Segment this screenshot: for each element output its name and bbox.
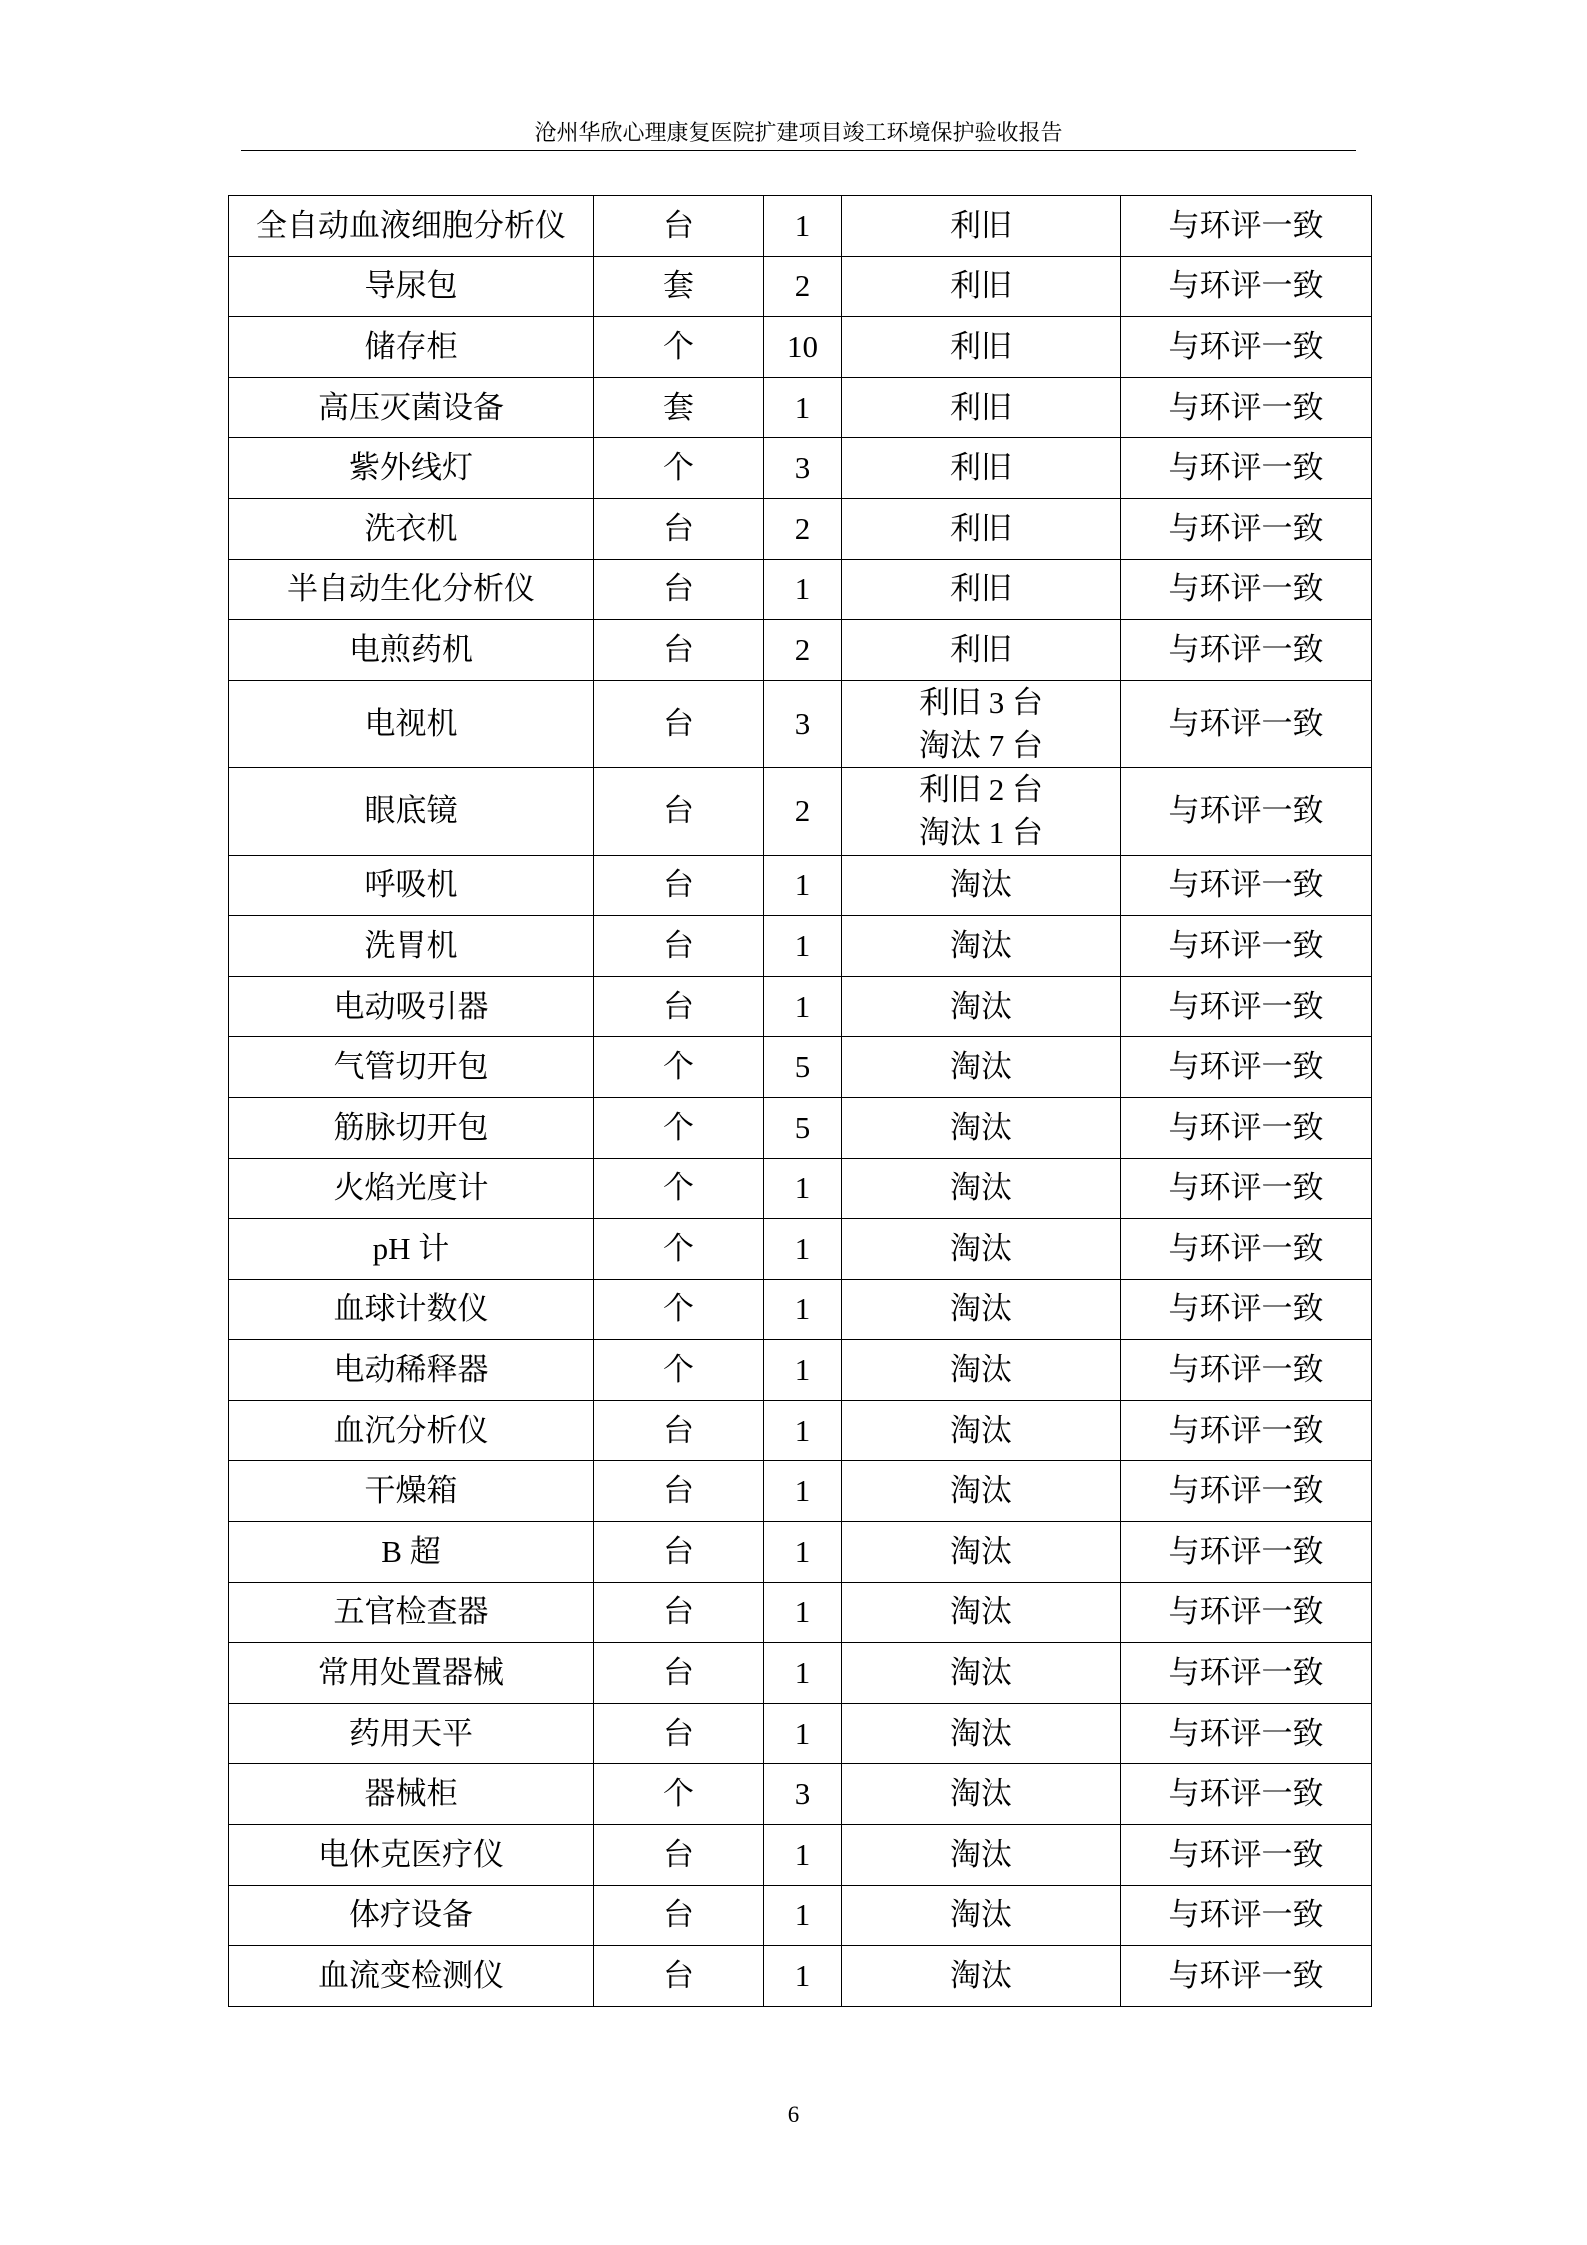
unit: 台 [594, 1885, 764, 1946]
unit: 台 [594, 976, 764, 1037]
quantity: 2 [764, 768, 842, 855]
consistency-note: 与环评一致 [1121, 256, 1372, 317]
equipment-name: B 超 [229, 1522, 594, 1583]
unit: 台 [594, 1522, 764, 1583]
equipment-name: 洗胃机 [229, 916, 594, 977]
quantity: 1 [764, 1461, 842, 1522]
unit: 个 [594, 1279, 764, 1340]
table-row [229, 1522, 1372, 1583]
quantity: 3 [764, 438, 842, 499]
status: 淘汰 [842, 916, 1121, 977]
table-row [229, 916, 1372, 977]
equipment-name: 筋脉切开包 [229, 1097, 594, 1158]
equipment-name: 洗衣机 [229, 498, 594, 559]
quantity: 1 [764, 1582, 842, 1643]
equipment-name: 气管切开包 [229, 1037, 594, 1098]
equipment-name: 眼底镜 [229, 768, 594, 855]
equipment-name: 紫外线灯 [229, 438, 594, 499]
table-row [229, 317, 1372, 378]
unit: 个 [594, 1097, 764, 1158]
equipment-name: 体疗设备 [229, 1885, 594, 1946]
page-number: 6 [787, 2102, 800, 2127]
equipment-name: 储存柜 [229, 317, 594, 378]
table-row [229, 438, 1372, 499]
table-row [229, 1946, 1372, 2007]
quantity: 1 [764, 1643, 842, 1704]
quantity: 5 [764, 1097, 842, 1158]
unit: 台 [594, 1643, 764, 1704]
status: 淘汰 [842, 1825, 1121, 1886]
table-row [229, 1279, 1372, 1340]
consistency-note: 与环评一致 [1121, 1946, 1372, 2007]
status: 利旧 [842, 317, 1121, 378]
quantity: 3 [764, 1764, 842, 1825]
table-row [229, 1400, 1372, 1461]
equipment-name: 电动吸引器 [229, 976, 594, 1037]
unit: 台 [594, 916, 764, 977]
consistency-note: 与环评一致 [1121, 1522, 1372, 1583]
status: 利旧 [842, 377, 1121, 438]
unit: 台 [594, 196, 764, 257]
quantity: 1 [764, 1219, 842, 1280]
unit: 台 [594, 680, 764, 767]
status: 淘汰 [842, 1097, 1121, 1158]
status: 淘汰 [842, 1279, 1121, 1340]
unit: 台 [594, 768, 764, 855]
table-row [229, 1461, 1372, 1522]
status-line: 利旧 3 台 [919, 684, 1043, 720]
quantity: 1 [764, 1946, 842, 2007]
unit: 套 [594, 256, 764, 317]
unit: 个 [594, 438, 764, 499]
table-row [229, 768, 1372, 855]
table-row [229, 1825, 1372, 1886]
table-row [229, 680, 1372, 767]
equipment-name: pH 计 [229, 1219, 594, 1280]
consistency-note: 与环评一致 [1121, 498, 1372, 559]
status: 淘汰 [842, 1522, 1121, 1583]
equipment-name: 药用天平 [229, 1703, 594, 1764]
status: 利旧 [842, 559, 1121, 620]
status: 淘汰 [842, 1946, 1121, 2007]
table-row [229, 1885, 1372, 1946]
unit: 台 [594, 855, 764, 916]
consistency-note: 与环评一致 [1121, 317, 1372, 378]
quantity: 2 [764, 256, 842, 317]
unit: 个 [594, 1037, 764, 1098]
unit: 台 [594, 620, 764, 681]
consistency-note: 与环评一致 [1121, 1219, 1372, 1280]
status: 淘汰 [842, 976, 1121, 1037]
status: 淘汰 [842, 1764, 1121, 1825]
quantity: 1 [764, 1703, 842, 1764]
table-row [229, 559, 1372, 620]
status [842, 768, 1121, 855]
unit: 台 [594, 1400, 764, 1461]
table-row [229, 196, 1372, 257]
quantity: 10 [764, 317, 842, 378]
table-row [229, 1643, 1372, 1704]
quantity: 1 [764, 1825, 842, 1886]
table-row [229, 498, 1372, 559]
header-rule [241, 150, 1356, 151]
consistency-note: 与环评一致 [1121, 559, 1372, 620]
equipment-name: 火焰光度计 [229, 1158, 594, 1219]
unit: 个 [594, 1158, 764, 1219]
status [842, 680, 1121, 767]
consistency-note: 与环评一致 [1121, 976, 1372, 1037]
running-header-title: 沧州华欣心理康复医院扩建项目竣工环境保护验收报告 [534, 120, 1063, 145]
status: 淘汰 [842, 1885, 1121, 1946]
table-row [229, 1582, 1372, 1643]
quantity: 1 [764, 855, 842, 916]
quantity: 1 [764, 1400, 842, 1461]
equipment-table [228, 195, 1372, 2007]
quantity: 1 [764, 976, 842, 1037]
consistency-note: 与环评一致 [1121, 680, 1372, 767]
status: 利旧 [842, 256, 1121, 317]
quantity: 1 [764, 1522, 842, 1583]
status: 利旧 [842, 620, 1121, 681]
consistency-note: 与环评一致 [1121, 1825, 1372, 1886]
unit: 台 [594, 1703, 764, 1764]
consistency-note: 与环评一致 [1121, 196, 1372, 257]
quantity: 3 [764, 680, 842, 767]
consistency-note: 与环评一致 [1121, 1461, 1372, 1522]
equipment-name: 干燥箱 [229, 1461, 594, 1522]
unit: 个 [594, 1764, 764, 1825]
table-row [229, 855, 1372, 916]
table-row [229, 1037, 1372, 1098]
unit: 个 [594, 1219, 764, 1280]
consistency-note: 与环评一致 [1121, 1885, 1372, 1946]
equipment-name: 器械柜 [229, 1764, 594, 1825]
consistency-note: 与环评一致 [1121, 1703, 1372, 1764]
table-row [229, 1097, 1372, 1158]
quantity: 1 [764, 1885, 842, 1946]
equipment-name: 高压灭菌设备 [229, 377, 594, 438]
unit: 台 [594, 1461, 764, 1522]
status: 淘汰 [842, 855, 1121, 916]
status: 淘汰 [842, 1158, 1121, 1219]
consistency-note: 与环评一致 [1121, 1279, 1372, 1340]
status: 淘汰 [842, 1340, 1121, 1401]
status: 淘汰 [842, 1037, 1121, 1098]
consistency-note: 与环评一致 [1121, 438, 1372, 499]
unit: 台 [594, 498, 764, 559]
equipment-name: 全自动血液细胞分析仪 [229, 196, 594, 257]
unit: 个 [594, 1340, 764, 1401]
equipment-name: 血流变检测仪 [229, 1946, 594, 2007]
quantity: 2 [764, 498, 842, 559]
table-row [229, 256, 1372, 317]
consistency-note: 与环评一致 [1121, 1340, 1372, 1401]
unit: 台 [594, 1825, 764, 1886]
equipment-name: 电煎药机 [229, 620, 594, 681]
quantity: 1 [764, 916, 842, 977]
status: 淘汰 [842, 1461, 1121, 1522]
consistency-note: 与环评一致 [1121, 768, 1372, 855]
status-line: 淘汰 1 台 [919, 815, 1043, 851]
status: 利旧 [842, 438, 1121, 499]
equipment-name: 电视机 [229, 680, 594, 767]
table-row [229, 1158, 1372, 1219]
quantity: 1 [764, 559, 842, 620]
equipment-name: 导尿包 [229, 256, 594, 317]
quantity: 1 [764, 196, 842, 257]
equipment-name: 电动稀释器 [229, 1340, 594, 1401]
quantity: 1 [764, 1340, 842, 1401]
unit: 套 [594, 377, 764, 438]
status: 淘汰 [842, 1703, 1121, 1764]
equipment-name: 呼吸机 [229, 855, 594, 916]
unit: 台 [594, 1946, 764, 2007]
status: 淘汰 [842, 1582, 1121, 1643]
equipment-name: 半自动生化分析仪 [229, 559, 594, 620]
quantity: 1 [764, 377, 842, 438]
quantity: 1 [764, 1158, 842, 1219]
quantity: 5 [764, 1037, 842, 1098]
quantity: 2 [764, 620, 842, 681]
table-row [229, 1340, 1372, 1401]
status: 淘汰 [842, 1643, 1121, 1704]
status: 利旧 [842, 196, 1121, 257]
status-line: 利旧 2 台 [919, 772, 1043, 808]
status: 淘汰 [842, 1400, 1121, 1461]
equipment-name: 五官检查器 [229, 1582, 594, 1643]
consistency-note: 与环评一致 [1121, 1400, 1372, 1461]
quantity: 1 [764, 1279, 842, 1340]
consistency-note: 与环评一致 [1121, 1037, 1372, 1098]
status-line: 淘汰 7 台 [919, 727, 1043, 763]
consistency-note: 与环评一致 [1121, 1643, 1372, 1704]
consistency-note: 与环评一致 [1121, 1582, 1372, 1643]
table-row [229, 620, 1372, 681]
consistency-note: 与环评一致 [1121, 1097, 1372, 1158]
equipment-name: 常用处置器械 [229, 1643, 594, 1704]
status: 利旧 [842, 498, 1121, 559]
consistency-note: 与环评一致 [1121, 855, 1372, 916]
status: 淘汰 [842, 1219, 1121, 1280]
equipment-name: 血球计数仪 [229, 1279, 594, 1340]
consistency-note: 与环评一致 [1121, 620, 1372, 681]
table-row [229, 1764, 1372, 1825]
consistency-note: 与环评一致 [1121, 377, 1372, 438]
unit: 个 [594, 317, 764, 378]
table-row [229, 1219, 1372, 1280]
consistency-note: 与环评一致 [1121, 1764, 1372, 1825]
equipment-name: 电休克医疗仪 [229, 1825, 594, 1886]
unit: 台 [594, 1582, 764, 1643]
unit: 台 [594, 559, 764, 620]
table-row [229, 377, 1372, 438]
consistency-note: 与环评一致 [1121, 1158, 1372, 1219]
table-row [229, 1703, 1372, 1764]
consistency-note: 与环评一致 [1121, 916, 1372, 977]
equipment-name: 血沉分析仪 [229, 1400, 594, 1461]
table-row [229, 976, 1372, 1037]
